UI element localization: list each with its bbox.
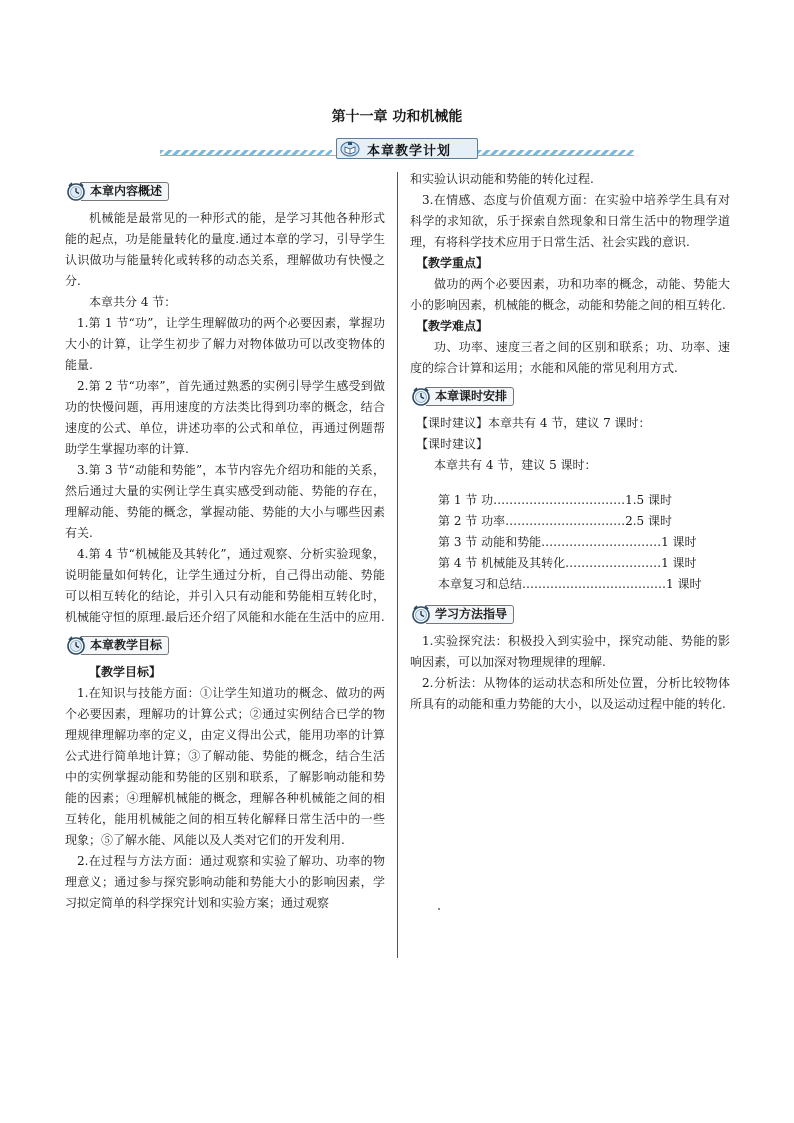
clock-icon — [65, 180, 87, 202]
banner-title: 本章教学计划 — [367, 144, 452, 159]
section-heading-goals — [65, 634, 385, 656]
method-item: 2.分析法：从物体的运动状态和所处位置，分析比较物体所具有的动能和重力势能的大小，以及运动过程中能的转化. — [410, 676, 730, 711]
section-label: 学习方法指导 — [426, 605, 514, 624]
schedule-row: 第 3 节 动能和势能…………………………1 课时 — [438, 535, 697, 549]
schedule-suggestion-head: 【课时建议】 — [416, 437, 489, 451]
focus-text: 做功的两个必要因素，功和功率的概念，动能、势能大小的影响因素，机械能的概念，动能和势能之间的相互转化. — [410, 277, 730, 312]
book-icon — [340, 140, 360, 157]
chapter-title: 第十一章 功和机械能 — [331, 109, 463, 125]
overview-item: 1.第 1 节“功”，让学生理解做功的两个必要因素，掌握功大小的计算，让学生初步了解力对物体做功可以改变物体的能量. — [65, 316, 385, 372]
left-column — [65, 172, 385, 914]
schedule-suggestion: 【课时建议】本章共有 4 节，建议 7 课时： — [416, 416, 651, 430]
difficulty-heading: 【教学难点】 — [416, 319, 489, 333]
method-item: 1.实验探究法：积极投入到实验中，探究动能、势能的影响因素，可以加深对物理规律的理解. — [410, 634, 730, 669]
clock-icon — [65, 634, 87, 656]
overview-item: 2.第 2 节“功率”，首先通过熟悉的实例引导学生感受到做功的快慢问题，再用速度的方法类比得到功率的概念，结合速度的公式、单位，讲述功率的公式和单位，再通过例题帮助学生掌握功率的计算. — [65, 379, 385, 456]
column-divider — [397, 172, 398, 958]
goals-item: 2.在过程与方法方面：通过观察和实验了解功、功率的物理意义；通过参与探究影响动能和势能大小的影响因素，学习拟定简单的科学探究计划和实验方案；通过观察 — [65, 854, 385, 910]
schedule-row: 第 1 节 功……………………………1.5 课时 — [438, 493, 672, 507]
section-label: 本章内容概述 — [81, 182, 169, 201]
schedule-row: 第 4 节 机械能及其转化……………………1 课时 — [438, 556, 697, 570]
schedule-list — [410, 490, 730, 595]
goals-subheading: 【教学目标】 — [89, 665, 162, 679]
overview-count: 本章共分 4 节： — [89, 295, 177, 309]
schedule-row: 本章复习和总结………………………………1 课时 — [438, 577, 702, 591]
section-heading-overview — [65, 180, 385, 202]
goals-continued: 和实验认识动能和势能的转化过程. — [410, 172, 594, 186]
section-label: 本章教学目标 — [81, 636, 169, 655]
banner-ribbon — [336, 138, 478, 159]
schedule-suggestion-text: 本章共有 4 节，建议 5 课时： — [434, 458, 597, 472]
section-label: 本章课时安排 — [426, 387, 514, 406]
goals-item: 1.在知识与技能方面：①让学生知道功的概念、做功的两个必要因素，理解功的计算公式；②通过实例结合已学的物理规律理解功率的定义，由定义得出公式，能用功率的计算公式进行简单地计算；③了解动能、势能的概念，结合生活中的实例掌握动能和势能的区别和联系，了解影响动能和势能的因素；④理解机械能的概念，理解各种机械能之间的相互转化，能用机械能之间的相互转化解释日常生活中的一些现象；⑤了解水能、风能以及人类对它们的开发利用. — [65, 686, 385, 847]
section-heading-method — [410, 603, 730, 625]
chapter-banner — [160, 137, 634, 159]
overview-intro: 机械能是最常见的一种形式的能，是学习其他各种形式能的起点，功是能量转化的量度.通过本章的学习，引导学生认识做功与能量转化或转移的动态关系，理解做功有快慢之分. — [65, 211, 385, 288]
overview-item: 4.第 4 节“机械能及其转化”，通过观察、分析实验现象，说明能量如何转化，让学生通过分析，自己得出动能、势能可以相互转化的结论，并引入只有动能和势能相互转化时，机械能守恒的原理.最后还介绍了风能和水能在生活中的应用. — [65, 547, 385, 624]
schedule-row: 第 2 节 功率…………………………2.5 课时 — [438, 514, 672, 528]
difficulty-text: 功、功率、速度三者之间的区别和联系；功、功率、速度的综合计算和运用；水能和风能的常见利用方式. — [410, 340, 730, 375]
overview-item: 3.第 3 节“动能和势能”，本节内容先介绍功和能的关系，然后通过大量的实例让学生真实感受到动能、势能的存在，理解动能、势能的概念，掌握动能、势能的大小与哪些因素有关. — [65, 463, 385, 540]
right-column — [410, 169, 730, 715]
goals-item: 3.在情感、态度与价值观方面：在实验中培养学生具有对科学的求知欲，乐于探索自然现象和日常生活中的物理学道理，有将科学技术应用于日常生活、社会实践的意识. — [410, 193, 730, 249]
clock-icon — [410, 385, 432, 407]
focus-heading: 【教学重点】 — [416, 256, 489, 270]
clock-icon — [410, 603, 432, 625]
section-heading-schedule — [410, 385, 730, 407]
stray-dot — [438, 908, 440, 910]
